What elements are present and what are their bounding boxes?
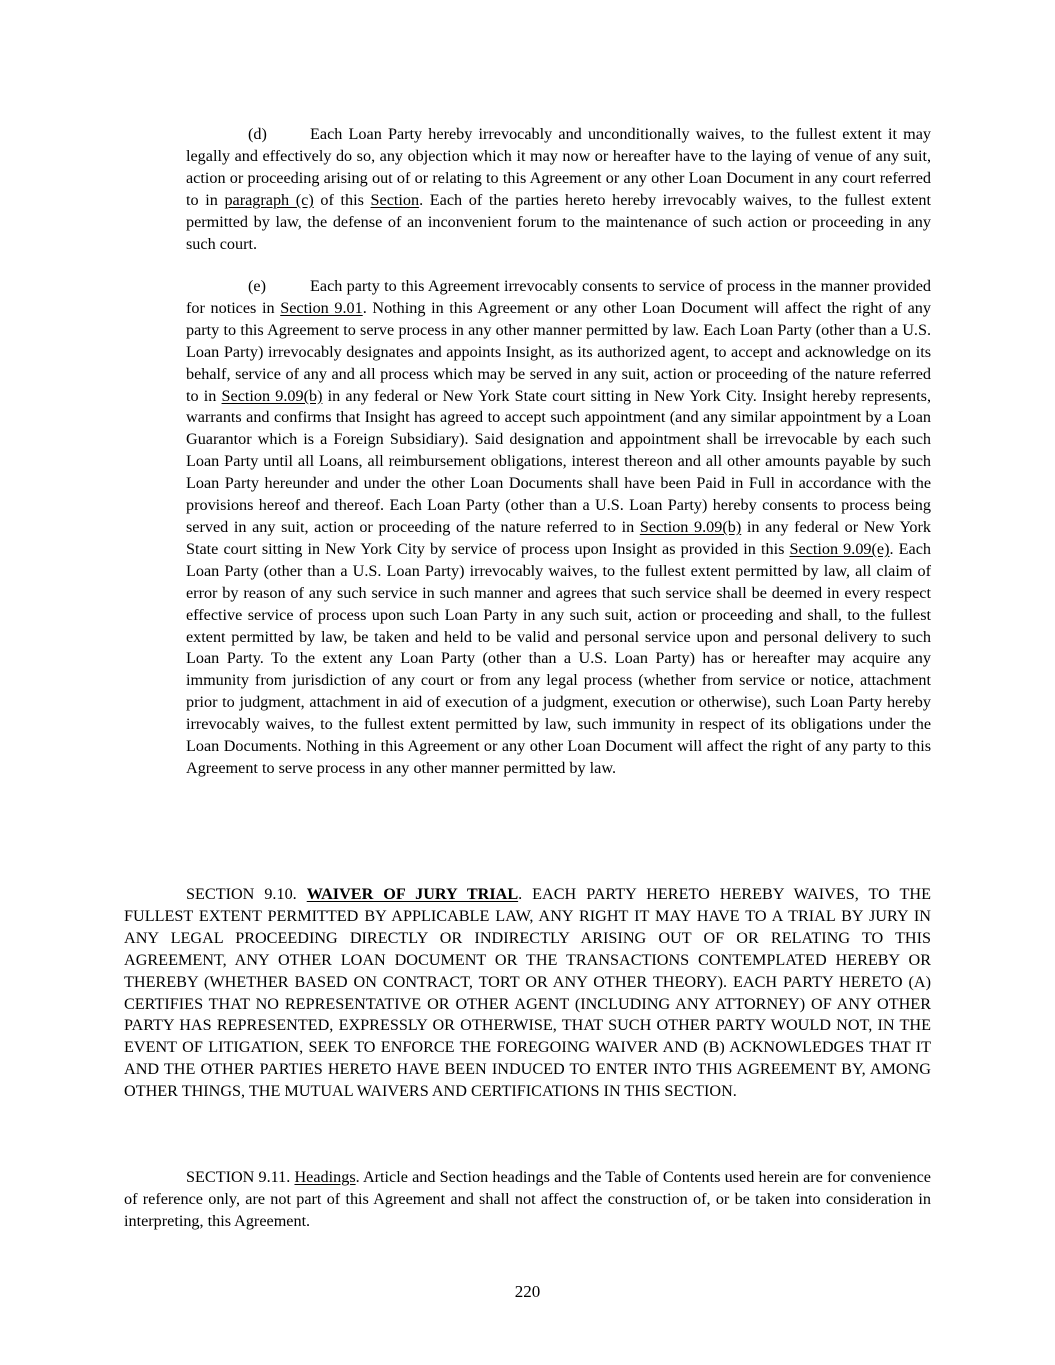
paragraph-d [186, 124, 931, 255]
section-9-11 [124, 1167, 931, 1233]
cross-reference-section: Section [370, 190, 420, 209]
section-9-11-number: SECTION 9.11. [186, 1168, 295, 1186]
section-9-10-heading: WAIVER OF JURY TRIAL [306, 885, 519, 903]
paragraph-d-text-3: . Each of the parties hereto hereby irrevocably waives, to the fullest extent permitted by law, the defense of an inconvenient forum to the maintenance of such action or proceeding in any such court. [186, 190, 931, 253]
section-9-10-text: . EACH PARTY HERETO HEREBY WAIVES, TO THE FULLEST EXTENT PERMITTED BY APPLICABLE LAW, ANY RIGHT IT MAY HAVE TO A TRIAL BY JURY IN ANY LEGAL PROCEEDING DIRECTLY OR INDIRECTLY ARISING OUT OF OR RELATING TO THIS AGREEMENT, ANY OTHER LOAN DOCUMENT OR THE TRANSACTIONS CONTEMPLATED HEREBY OR THEREBY (WHETHER BASED ON CONTRACT, TORT OR ANY OTHER THEORY). EACH PARTY HERETO (A) CERTIFIES THAT NO REPRESENTATIVE OR OTHER AGENT (INCLUDING ANY ATTORNEY) OF ANY OTHER PARTY HAS REPRESENTED, EXPRESSLY OR OTHERWISE, THAT SUCH OTHER PARTY WOULD NOT, IN THE EVENT OF LITIGATION, SEEK TO ENFORCE THE FOREGOING WAIVER AND (B) ACKNOWLEDGES THAT IT AND THE OTHER PARTIES HERETO HAVE BEEN INDUCED TO ENTER INTO THIS AGREEMENT BY, AMONG OTHER THINGS, THE MUTUAL WAIVERS AND CERTIFICATIONS IN THIS SECTION. [124, 885, 931, 1101]
cross-reference-section-9-01: Section 9.01 [280, 298, 363, 317]
paragraph-e-text-2: . Nothing in this Agreement or any other Loan Document will affect the right of any party to this Agreement to serve process in any other manner permitted by law. Each Loan Party (other than a U.S. Loan Party) irrevocably designates and appoints Insight, as its authorized agent, to accept and acknowledge on its behalf, service of any and all process which may be served in any suit, action or proceeding of the nature referred to in [186, 298, 931, 405]
paragraph-d-text-2: of this [313, 190, 371, 209]
paragraph-e [186, 276, 931, 780]
cross-reference-section-9-09e: Section 9.09(e) [789, 539, 890, 558]
paragraph-e-text-3: in any federal or New York State court sitting in New York City. Insight hereby represents, warrants and confirms that Insight has agreed to accept such appointment (and any similar appointment by a Loan Guarantor which is a Foreign Subsidiary). Said designation and appointment shall be irrevocable by each such Loan Party until all Loans, all reimbursement obligations, interest thereon and all other amounts payable by such Loan Party hereunder and under the other Loan Documents shall have been Paid in Full in accordance with the provisions hereof and thereof. Each Loan Party (other than a U.S. Loan Party) hereby consents to process being served in any suit, action or proceeding of the nature referred to in [186, 386, 931, 536]
paragraph-e-text-5: . Each Loan Party (other than a U.S. Loan Party) irrevocably waives, to the fullest extent permitted by law, all claim of error by reason of any such service in such manner and agrees that such service shall be deemed in every respect effective service of process upon such Loan Party in any such suit, action or proceeding and shall, to the fullest extent permitted by law, be taken and held to be valid and personal service upon and personal delivery to such Loan Party. To the extent any Loan Party (other than a U.S. Loan Party) has or hereafter may acquire any immunity from jurisdiction of any court or from any legal process (whether from service or notice, attachment prior to judgment, attachment in aid of execution of a judgment, execution or otherwise), such Loan Party hereby irrevocably waives, to the fullest extent permitted by law, such immunity in respect of its obligations under the Loan Documents. Nothing in this Agreement or any other Loan Document will affect the right of any party to this Agreement to serve process in any other manner permitted by law. [186, 539, 931, 777]
section-9-11-heading: Headings [294, 1168, 356, 1186]
cross-reference-paragraph-c: paragraph (c) [224, 190, 314, 209]
paragraph-label-e: (e) [248, 277, 266, 295]
page-number: 220 [514, 1282, 541, 1301]
cross-reference-section-9-09b: Section 9.09(b) [221, 386, 323, 405]
paragraph-label-d: (d) [248, 125, 267, 143]
section-9-10 [124, 884, 931, 1103]
paragraph-e-text-1: Each party to this Agreement irrevocably consents to service of process in the manner provided for notices in [186, 277, 931, 317]
paragraph-d-text-1: Each Loan Party hereby irrevocably and unconditionally waives, to the fullest extent it may legally and effectively do so, any objection which it may now or hereafter have to the laying of venue of any suit, action or proceeding arising out of or relating to this Agreement or any other Loan Document in any court referred to in [186, 125, 931, 209]
cross-reference-section-9-09b-second: Section 9.09(b) [639, 517, 742, 536]
section-9-11-text: . Article and Section headings and the Table of Contents used herein are for convenience of reference only, are not part of this Agreement and shall not affect the construction of, or be taken into consideration in interpreting, this Agreement. [124, 1168, 931, 1230]
section-9-10-number: SECTION 9.10. [186, 885, 307, 903]
paragraph-e-text-4: in any federal or New York State court sitting in New York City by service of process upon Insight as provided in this [186, 517, 931, 558]
